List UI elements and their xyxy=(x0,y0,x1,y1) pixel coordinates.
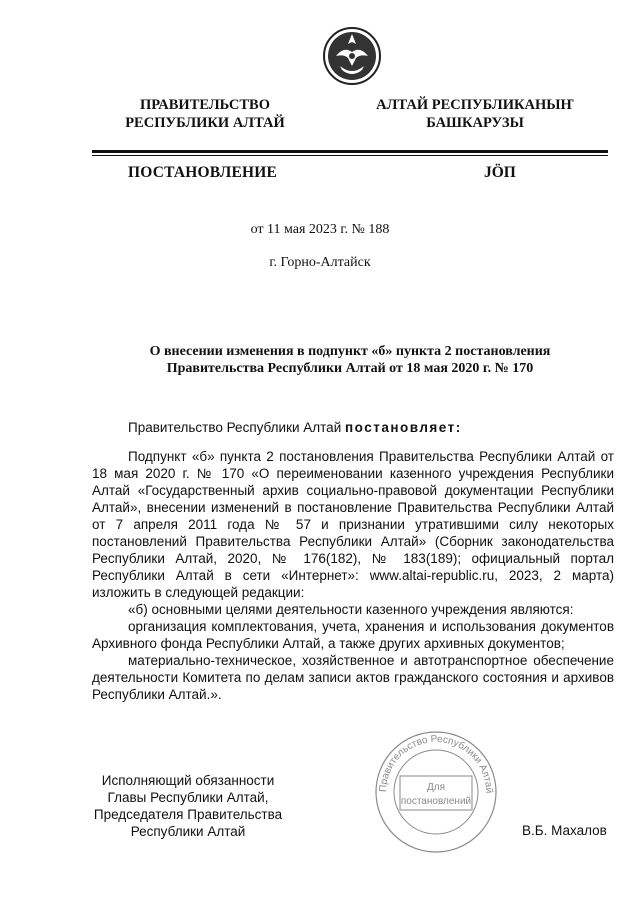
stamp-line2: постановлений xyxy=(400,796,472,807)
body-paragraph: материально-техническое, хозяйственное и автотранспортное обеспечение деятельности Комитета по делам записи актов гражданского состояния и архивов Республики Алтай.». xyxy=(92,653,614,702)
document-type: ПОСТАНОВЛЕНИЕ xyxy=(128,164,278,181)
document-type-altai: JӦП xyxy=(484,164,516,181)
signatory-position xyxy=(90,772,286,840)
header-right-line1: АЛТАЙ РЕСПУБЛИКАНЫҤ xyxy=(376,97,574,113)
signatory-line2: Главы Республики Алтай, xyxy=(107,790,269,805)
signatory-line4: Республики Алтай xyxy=(130,824,246,839)
header-left-line2: РЕСПУБЛИКИ АЛТАЙ xyxy=(125,115,285,131)
intro-line xyxy=(128,420,462,435)
header-left-line1: ПРАВИТЕЛЬСТВО xyxy=(140,97,270,113)
title-line2: Правительства Республики Алтай от 18 мая 2020 г. № 170 xyxy=(166,361,534,376)
document-title xyxy=(92,343,608,377)
intro-decision: постановляет: xyxy=(344,420,462,435)
document-city: г. Горно-Алтайск xyxy=(269,255,371,270)
header-rule-thick xyxy=(92,150,608,153)
header-right xyxy=(370,96,580,132)
official-stamp xyxy=(372,728,500,856)
signatory-line3: Председателя Правительства xyxy=(93,807,283,822)
header-right-line2: БАШКАРУЗЫ xyxy=(426,115,524,131)
document-body xyxy=(92,448,614,703)
stamp-line1: Для xyxy=(426,782,446,793)
stamp-ring-text: Правительство Республики Алтай xyxy=(377,733,495,794)
title-line1: О внесении изменения в подпункт «б» пункта 2 постановления xyxy=(149,344,551,359)
body-paragraph: организация комплектования, учета, хранения и использования документов Архивного фонда Республики Алтай, а также других архивных документов; xyxy=(92,619,614,651)
body-paragraph: «б) основными целями деятельности казенного учреждения являются: xyxy=(128,602,574,617)
signatory-name: В.Б. Махалов xyxy=(522,823,607,838)
document-date: от 11 мая 2023 г. № 188 xyxy=(250,222,390,237)
header-left xyxy=(100,96,310,132)
header-rule-thin xyxy=(92,155,608,156)
signatory-line1: Исполняющий обязанности xyxy=(101,773,275,788)
coat-of-arms-emblem xyxy=(322,26,382,86)
body-paragraph: Подпункт «б» пункта 2 постановления Правительства Республики Алтай от 18 мая 2020 г. № 170 «О переименовании казенного учреждения Республики Алтай «Государственный архив социально-правовой документации Республики Алтай», внесении изменений в постановление Правительства Республики Алтай от 7 апреля 2011 года № 57 и признании утратившими силу некоторых постановлений Правительства Республики Алтай» (Сборник законодательства Республики Алтай, 2020, № 176(182), № 183(189); официальный портал Республики Алтай в сети «Интернет»: www.altai-republic.ru, 2023, 2 марта) изложить в следующей редакции: xyxy=(92,449,614,600)
intro-text: Правительство Республики Алтай xyxy=(128,420,345,435)
